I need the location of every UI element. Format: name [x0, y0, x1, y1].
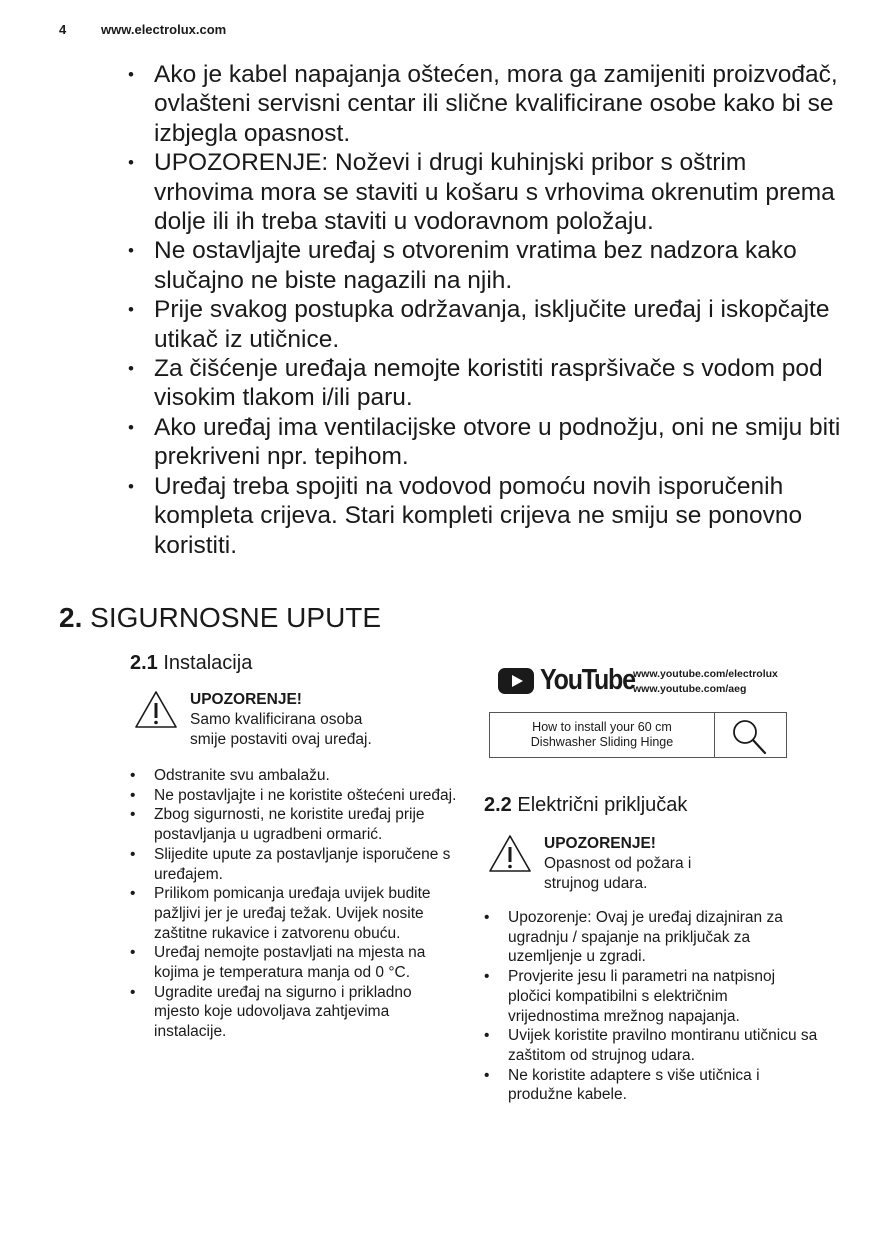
youtube-logo[interactable]: [498, 663, 635, 697]
warning-triangle-icon: [488, 834, 532, 874]
list-item: • Ne ostavljajte uređaj s otvorenim vratima bez nadzora kako slučajno ne biste nagazili na njih.: [128, 236, 848, 295]
youtube-url-link[interactable]: www.youtube.com/electrolux: [633, 668, 778, 680]
installation-heading: [130, 652, 252, 675]
electrical-warning: [488, 834, 691, 894]
list-item: • Zbog sigurnosti, ne koristite uređaj prije postavljanja u ugradbeni ormarić.: [130, 805, 460, 844]
video-title-line: How to install your 60 cm: [532, 720, 672, 734]
electrical-heading: [484, 794, 687, 817]
list-item: • Slijedite upute za postavljanje isporučene s uređajem.: [130, 845, 460, 884]
electrical-title: Električni priključak: [517, 794, 688, 816]
warning-title: UPOZORENJE!: [190, 691, 302, 708]
list-item: • Prije svakog postupka održavanja, isključite uređaj i iskopčajte utikač iz utičnice.: [128, 295, 848, 354]
warning-text: Opasnost od požara i: [544, 855, 692, 872]
electrical-list: [484, 908, 819, 1105]
installation-list: [130, 766, 460, 1042]
electrical-number: 2.2: [484, 794, 512, 816]
installation-warning: [134, 690, 372, 750]
general-safety-list: [128, 60, 848, 560]
list-item: • Prilikom pomicanja uređaja uvijek budite pažljivi jer je uređaj težak. Uvijek nosite zaštitne rukavice i zatvorenu obuću.: [130, 884, 460, 943]
list-item: • Ako je kabel napajanja oštećen, mora ga zamijeniti proizvođač, ovlašteni servisni centar ili slične kvalificirane osobe kako bi se izbjegla opasnost.: [128, 60, 848, 148]
list-item: • Uređaj nemojte postavljati na mjesta na kojima je temperatura manja od 0 °C.: [130, 943, 460, 982]
youtube-play-icon: [498, 668, 534, 694]
installation-number: 2.1: [130, 652, 158, 674]
list-item: • Odstranite svu ambalažu.: [130, 766, 460, 786]
youtube-brand: YouTube: [540, 663, 635, 697]
list-item: • Ugradite uređaj na sigurno i prikladno mjesto koje udovoljava zahtjevima instalacije.: [130, 983, 460, 1042]
search-button[interactable]: [715, 713, 786, 757]
list-item: • Uređaj treba spojiti na vodovod pomoću novih isporučenih kompleta crijeva. Stari kompleti crijeva ne smiju se ponovno koristiti.: [128, 472, 848, 560]
website-url[interactable]: www.electrolux.com: [101, 22, 227, 37]
list-item: • Uvijek koristite pravilno montiranu utičnicu sa zaštitom od strujnog udara.: [484, 1026, 819, 1065]
video-title-line: Dishwasher Sliding Hinge: [530, 735, 674, 749]
section-number: 2.: [59, 602, 83, 633]
warning-triangle-icon: [134, 690, 178, 730]
list-item: • UPOZORENJE: Noževi i drugi kuhinjski pribor s oštrim vrhovima mora se staviti u košaru s vrhovima okrenutim prema dolje ili ih treba staviti u vodoravnom položaju.: [128, 148, 848, 236]
youtube-url-link[interactable]: www.youtube.com/aeg: [633, 682, 747, 695]
section-title-text: SIGURNOSNE UPUTE: [90, 602, 382, 633]
list-item: • Upozorenje: Ovaj je uređaj dizajniran za ugradnju / spajanje na priključak za uzemljenje u zgradi.: [484, 908, 819, 967]
warning-text: Samo kvalificirana osoba: [190, 711, 363, 728]
video-title: [490, 713, 715, 757]
list-item: • Ako uređaj ima ventilacijske otvore u podnožju, oni ne smiju biti prekriveni npr. tepihom.: [128, 413, 848, 472]
installation-title: Instalacija: [163, 652, 253, 674]
warning-text: smije postaviti ovaj uređaj.: [190, 731, 372, 748]
warning-title: UPOZORENJE!: [544, 835, 656, 852]
warning-text: strujnog udara.: [544, 875, 648, 892]
list-item: • Provjerite jesu li parametri na natpisnoj pločici kompatibilni s električnim vrijednostima mrežnog napajanja.: [484, 967, 819, 1026]
page-header: [59, 22, 226, 37]
video-search-box[interactable]: [489, 712, 787, 758]
list-item: • Ne postavljajte i ne koristite oštećeni uređaj.: [130, 786, 460, 806]
list-item: • Za čišćenje uređaja nemojte koristiti raspršivače s vodom pod visokim tlakom i/ili paru.: [128, 354, 848, 413]
list-item: • Ne koristite adaptere s više utičnica i produžne kabele.: [484, 1066, 819, 1105]
section-title: [59, 602, 381, 634]
magnifier-icon: [727, 715, 775, 755]
youtube-urls: [633, 667, 778, 696]
page-number: 4: [59, 22, 67, 37]
